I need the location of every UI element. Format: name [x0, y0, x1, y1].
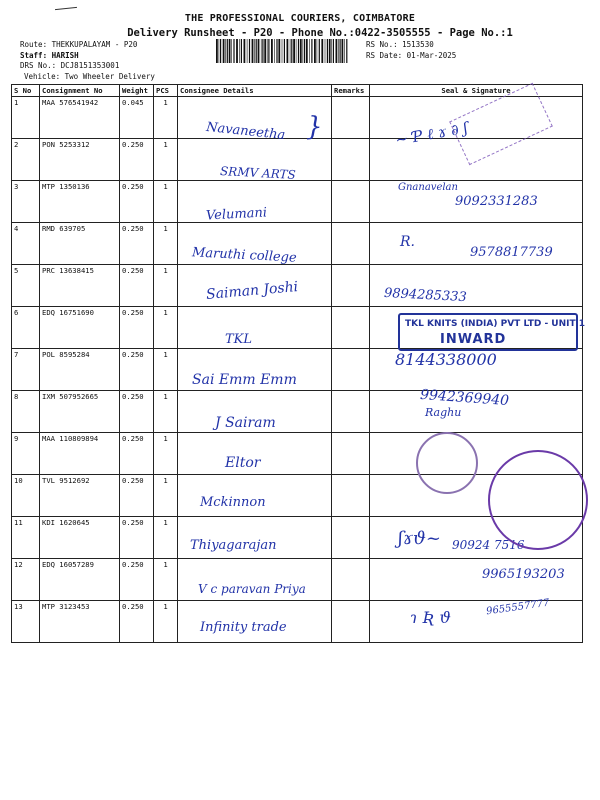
barcode-bar	[306, 39, 308, 63]
cell-consignment-no: PON 5253312	[40, 139, 120, 181]
cell-pcs: 1	[154, 223, 178, 265]
hw-consignee-4: Maruthi college	[191, 245, 297, 266]
barcode-bar	[220, 39, 221, 63]
barcode-bar	[262, 39, 263, 63]
round-rubber-stamp-small	[416, 432, 478, 494]
barcode-bar	[284, 39, 285, 63]
hw-sig-8b: Raghu	[425, 406, 462, 419]
cell-remarks	[332, 601, 370, 643]
hw-signature-scribble-13: ɿ Ʀ ϑ	[410, 608, 451, 627]
cell-consignment-no: EDQ 16751690	[40, 307, 120, 349]
cell-sno: 12	[12, 559, 40, 601]
barcode-bar	[333, 39, 334, 63]
cell-sno: 11	[12, 517, 40, 559]
cell-sno: 9	[12, 433, 40, 475]
cell-weight: 0.250	[120, 601, 154, 643]
runsheet-table	[11, 84, 586, 643]
hw-consignee-8: J Sairam	[215, 415, 276, 431]
cell-sno: 5	[12, 265, 40, 307]
barcode-bar	[287, 39, 289, 63]
cell-pcs: 1	[154, 139, 178, 181]
barcode-bar	[346, 39, 347, 63]
cell-consignment-no: RMD 639705	[40, 223, 120, 265]
route-text: Route: THEKKUPALAYAM - P20	[20, 40, 138, 49]
cell-sno: 8	[12, 391, 40, 433]
barcode-bar	[298, 39, 299, 63]
barcode-bar	[325, 39, 326, 63]
hw-consignee-3: Velumani	[205, 205, 268, 224]
cell-consignee-details	[178, 307, 332, 349]
hw-sig-12b: 9965193203	[482, 567, 565, 582]
barcode-bar	[261, 39, 262, 63]
hw-consignee-10: Mckinnon	[200, 495, 266, 510]
cell-remarks	[332, 433, 370, 475]
barcode-bar	[303, 39, 304, 63]
col-header-pcs: PCS	[154, 85, 178, 97]
barcode-bar	[278, 39, 280, 63]
barcode-bar	[268, 39, 269, 63]
cell-weight: 0.250	[120, 433, 154, 475]
barcode-bar	[239, 39, 240, 63]
hw-signature-scribble-1: ~ Ƥ ℓ ɤ ∂ ʃ	[393, 118, 469, 150]
cell-consignment-no: MAA 576541942	[40, 97, 120, 139]
barcode-bar	[231, 39, 232, 63]
cell-sno: 13	[12, 601, 40, 643]
barcode-bar	[244, 39, 246, 63]
hw-consignee-1: Navaneetha	[205, 119, 286, 144]
barcode-bar	[236, 39, 238, 63]
cell-consignment-no: POL 8595284	[40, 349, 120, 391]
cell-weight: 0.250	[120, 265, 154, 307]
barcode-bar	[344, 39, 345, 63]
col-header-sno: S No	[12, 85, 40, 97]
cell-remarks	[332, 307, 370, 349]
barcode-bar	[296, 39, 297, 63]
cell-consignment-no: IXM 507952665	[40, 391, 120, 433]
barcode-bar	[300, 39, 302, 63]
cell-sno: 2	[12, 139, 40, 181]
hw-consignee-2: SRMV ARTS	[219, 164, 297, 182]
rs-block	[366, 40, 456, 61]
company-title: THE PROFESSIONAL COURIERS, COIMBATORE	[184, 13, 416, 24]
cell-pcs: 1	[154, 349, 178, 391]
cell-pcs: 1	[154, 97, 178, 139]
cell-remarks	[332, 517, 370, 559]
rs-date: RS Date: 01-Mar-2025	[366, 50, 457, 60]
col-header-seal: Seal & Signature	[370, 85, 583, 97]
barcode-bar	[252, 39, 254, 63]
cell-pcs: 1	[154, 601, 178, 643]
cell-sno: 7	[12, 349, 40, 391]
hw-sig-13: 9655557777	[485, 597, 551, 618]
staff-text: Staff: HARISH	[20, 50, 79, 60]
barcode-bar	[329, 39, 331, 63]
cell-consignment-no: KDI 1620645	[40, 517, 120, 559]
barcode-bar	[216, 39, 218, 63]
hw-sig-4a: R.	[400, 234, 415, 250]
hw-sig-7: 8144338000	[395, 350, 497, 369]
top-dash-mark	[55, 7, 77, 10]
cell-pcs: 1	[154, 391, 178, 433]
hw-consignee-11: Thiyagarajan	[190, 538, 277, 553]
cell-weight: 0.250	[120, 349, 154, 391]
cell-remarks	[332, 97, 370, 139]
hw-consignee-7: Sai Emm Emm	[192, 372, 297, 388]
barcode-bar	[282, 39, 283, 63]
cell-pcs: 1	[154, 265, 178, 307]
cell-weight: 0.250	[120, 181, 154, 223]
table-row	[12, 433, 583, 475]
barcode-bar	[256, 39, 257, 63]
cell-sno: 4	[12, 223, 40, 265]
barcode-bar	[225, 39, 226, 63]
hw-consignee-5: Saiman Joshi	[205, 279, 299, 303]
barcode-bar	[342, 39, 344, 63]
barcode-bar	[276, 39, 277, 63]
barcode-bar	[309, 39, 310, 63]
cell-remarks	[332, 391, 370, 433]
barcode-bar	[311, 39, 312, 63]
barcode-bar	[223, 39, 225, 63]
cell-weight: 0.250	[120, 391, 154, 433]
cell-remarks	[332, 559, 370, 601]
barcode-bar	[327, 39, 328, 63]
cell-remarks	[332, 139, 370, 181]
drs-number: DRS No.: DCJ8151353001	[20, 61, 120, 70]
hw-sig-4b: 9578817739	[470, 245, 553, 260]
barcode-bar	[254, 39, 255, 63]
cell-sno: 10	[12, 475, 40, 517]
barcode-bar	[293, 39, 295, 63]
cell-consignment-no: TVL 9512692	[40, 475, 120, 517]
barcode-bar	[229, 39, 231, 63]
hw-consignee-13: Infinity trade	[200, 620, 287, 635]
cell-remarks	[332, 223, 370, 265]
cell-pcs: 1	[154, 181, 178, 223]
cell-remarks	[332, 265, 370, 307]
cell-consignment-no: PRC 13638415	[40, 265, 120, 307]
barcode-bar	[336, 39, 338, 63]
cell-sno: 6	[12, 307, 40, 349]
tkl-inward-stamp	[398, 313, 586, 351]
barcode-bar	[271, 39, 273, 63]
barcode-bar	[340, 39, 341, 63]
barcode-bar	[317, 39, 318, 63]
col-header-weight: Weight	[120, 85, 154, 97]
vehicle-text: Vehicle: Two Wheeler Delivery	[24, 72, 155, 81]
barcode-bar	[304, 39, 305, 63]
barcode	[215, 39, 350, 63]
cell-weight: 0.250	[120, 517, 154, 559]
cell-weight: 0.045	[120, 97, 154, 139]
hw-consignee-9: Eltor	[225, 455, 261, 471]
cell-remarks	[332, 181, 370, 223]
barcode-bar	[247, 39, 248, 63]
col-header-remarks: Remarks	[332, 85, 370, 97]
barcode-bar	[321, 39, 323, 63]
barcode-bar	[241, 39, 242, 63]
barcode-bar	[249, 39, 250, 63]
barcode-bar	[258, 39, 260, 63]
cell-weight: 0.250	[120, 559, 154, 601]
hw-sig-3b: 9092331283	[455, 194, 538, 209]
cell-pcs: 1	[154, 307, 178, 349]
cell-consignment-no: EDQ 16057289	[40, 559, 120, 601]
barcode-bar	[291, 39, 292, 63]
cell-weight: 0.250	[120, 307, 154, 349]
cell-weight: 0.250	[120, 139, 154, 181]
route-staff-block	[20, 40, 137, 72]
cell-consignment-no: MTP 3123453	[40, 601, 120, 643]
tkl-stamp-line1: TKL KNITS (INDIA) PVT LTD - UNIT 1	[405, 319, 586, 329]
barcode-bar	[264, 39, 266, 63]
cell-sno: 3	[12, 181, 40, 223]
barcode-bar	[319, 39, 320, 63]
rs-number: RS No.: 1513530	[366, 40, 434, 49]
barcode-bar	[331, 39, 332, 63]
col-header-consignment: Consignment No	[40, 85, 120, 97]
barcode-bar	[267, 39, 268, 63]
barcode-bar	[338, 39, 339, 63]
cell-weight: 0.250	[120, 223, 154, 265]
table-header-row	[12, 85, 583, 97]
runsheet-subtitle: Delivery Runsheet - P20 - Phone No.:0422-3505555 - Page No.:1	[127, 27, 513, 39]
barcode-bar	[274, 39, 275, 63]
table-row	[12, 349, 583, 391]
hw-sig-8a: 9942369940	[419, 386, 510, 410]
cell-sno: 1	[12, 97, 40, 139]
tkl-stamp-line2: INWARD	[440, 332, 507, 347]
barcode-bar	[290, 39, 291, 63]
hw-signature-scribble-12: ʃɤϑ~	[398, 528, 441, 549]
cell-pcs: 1	[154, 475, 178, 517]
barcode-bar	[227, 39, 228, 63]
hw-consignee-6: TKL	[225, 332, 253, 347]
round-rubber-stamp-large	[488, 450, 588, 550]
cell-seal-signature	[370, 601, 583, 643]
cell-pcs: 1	[154, 433, 178, 475]
cell-pcs: 1	[154, 517, 178, 559]
cell-remarks	[332, 349, 370, 391]
hw-consignee-12: V c paravan Priya	[198, 582, 306, 596]
hw-sig-3a: Gnanavelan	[398, 182, 458, 193]
barcode-bar	[314, 39, 316, 63]
cell-weight: 0.250	[120, 475, 154, 517]
hw-sig-12a: 90924 7516	[452, 538, 525, 552]
cell-consignment-no: MTP 1350136	[40, 181, 120, 223]
barcode-bar	[219, 39, 220, 63]
barcode-bar	[233, 39, 234, 63]
cell-pcs: 1	[154, 559, 178, 601]
hw-bracket-mark: }	[306, 112, 323, 142]
hw-sig-5: 9894285333	[383, 285, 468, 306]
cell-remarks	[332, 475, 370, 517]
cell-consignment-no: MAA 110809894	[40, 433, 120, 475]
col-header-consignee: Consignee Details	[178, 85, 332, 97]
